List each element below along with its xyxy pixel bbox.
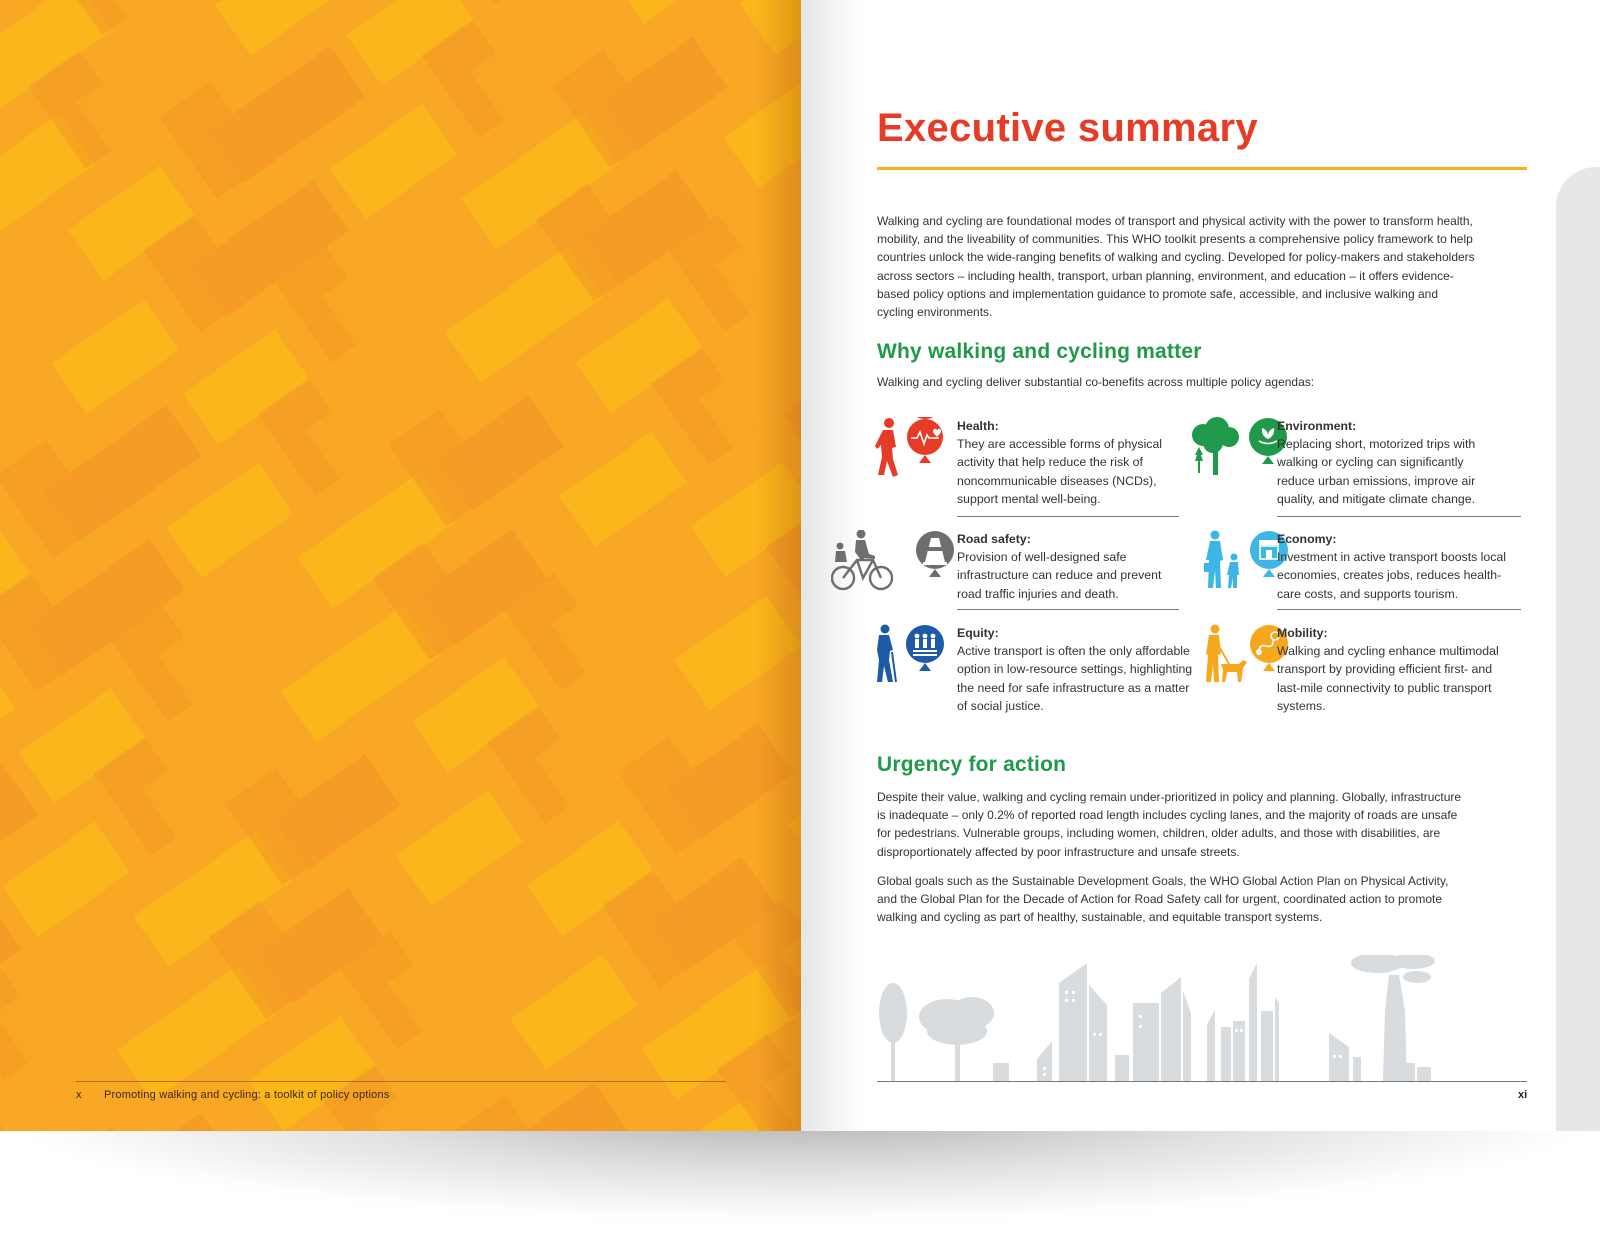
benefit-description: They are accessible forms of physical activity that help reduce the risk of noncommunicable diseases (NCDs), support mental well-being.	[957, 437, 1163, 506]
title-underline	[877, 167, 1527, 170]
benefit-name: Road safety:	[957, 532, 1031, 546]
decorative-pattern	[0, 0, 801, 1131]
left-page	[0, 0, 801, 1131]
guide-dog-icon	[1206, 625, 1247, 683]
benefit-name: Equity:	[957, 626, 999, 640]
traffic-cone-icon	[916, 531, 954, 577]
benefit-description: Walking and cycling enhance multimodal transport by providing efficient first- and last-mile connectivity to public transport systems.	[1277, 644, 1499, 713]
benefit-name: Environment:	[1277, 419, 1357, 433]
divider	[1277, 609, 1521, 610]
footer-rule	[877, 1081, 1527, 1082]
page-number-left: x	[76, 1089, 82, 1101]
city-skyline-illustration	[877, 955, 1477, 1081]
benefit-name: Mobility:	[1277, 626, 1328, 640]
page-edge-curl	[1556, 167, 1600, 1131]
parent-child-icon	[1204, 531, 1239, 589]
heart-pulse-icon	[907, 417, 943, 463]
right-page	[801, 0, 1600, 1131]
divider	[957, 609, 1179, 610]
benefit-description: Active transport is often the only affordable option in low-resource settings, highlighting the need for safe infrastructure as a matter of social justice.	[957, 644, 1193, 713]
divider	[1277, 516, 1521, 517]
benefit-name: Health:	[957, 419, 999, 433]
heading-urgency: Urgency for action	[877, 753, 1067, 776]
urgency-paragraph: Despite their value, walking and cycling remain under-prioritized in policy and planning. Globally, infrastructure is inadequate – only 0.2% of reported road length includes cycling lanes, and the majority of roads are unsafe for pedestrians. Vulnerable groups, including women, children, older adults, and those with disabilities, are disproportionately affected by poor infrastructure and unsafe streets.	[877, 790, 1462, 859]
intro-paragraph: Walking and cycling are foundational modes of transport and physical activity with the power to transform health, mobility, and the liveability of communities. This WHO toolkit presents a comprehensive policy framework to help countries unlock the wide-ranging benefits of walking and cycling. Developed for policy-makers and stakeholders across sectors – including health, transport, urban planning, environment, and education – it offers evidence-based policy options and implementation guidance to promote safe, accessible, and inclusive walking and cycling environments.	[877, 214, 1475, 320]
divider	[957, 516, 1179, 517]
tree-icon	[1192, 417, 1239, 475]
heading-why: Why walking and cycling matter	[877, 340, 1202, 363]
elder-cane-icon	[877, 625, 896, 683]
walker-icon	[875, 418, 898, 477]
why-lead-text: Walking and cycling deliver substantial co-benefits across multiple policy agendas:	[877, 375, 1315, 389]
benefit-description: Provision of well-designed safe infrastructure can reduce and prevent road traffic injuries and death.	[957, 550, 1162, 601]
gutter-shadow	[756, 0, 801, 1131]
benefit-name: Economy:	[1277, 532, 1337, 546]
footer-title: Promoting walking and cycling: a toolkit of policy options	[104, 1089, 390, 1101]
benefit-description: Replacing short, motorized trips with walking or cycling can significantly reduce urban emissions, improve air quality, and mitigate climate change.	[1277, 437, 1476, 506]
page-title: Executive summary	[877, 106, 1258, 150]
footer-rule	[76, 1081, 726, 1082]
people-equal-icon	[906, 625, 944, 671]
urgency-paragraph: Global goals such as the Sustainable Development Goals, the WHO Global Action Plan on Physical Activity, and the Global Plan for the Decade of Action for Road Safety call for urgent, coordinated action to promote walking and cycling as part of healthy, sustainable, and equitable transport systems.	[877, 874, 1449, 925]
page-number-right: xi	[1518, 1089, 1528, 1101]
cyclist-icon	[832, 560, 892, 589]
benefit-description: Investment in active transport boosts local economies, creates jobs, reduces health-care costs, and supports tourism.	[1277, 550, 1506, 601]
